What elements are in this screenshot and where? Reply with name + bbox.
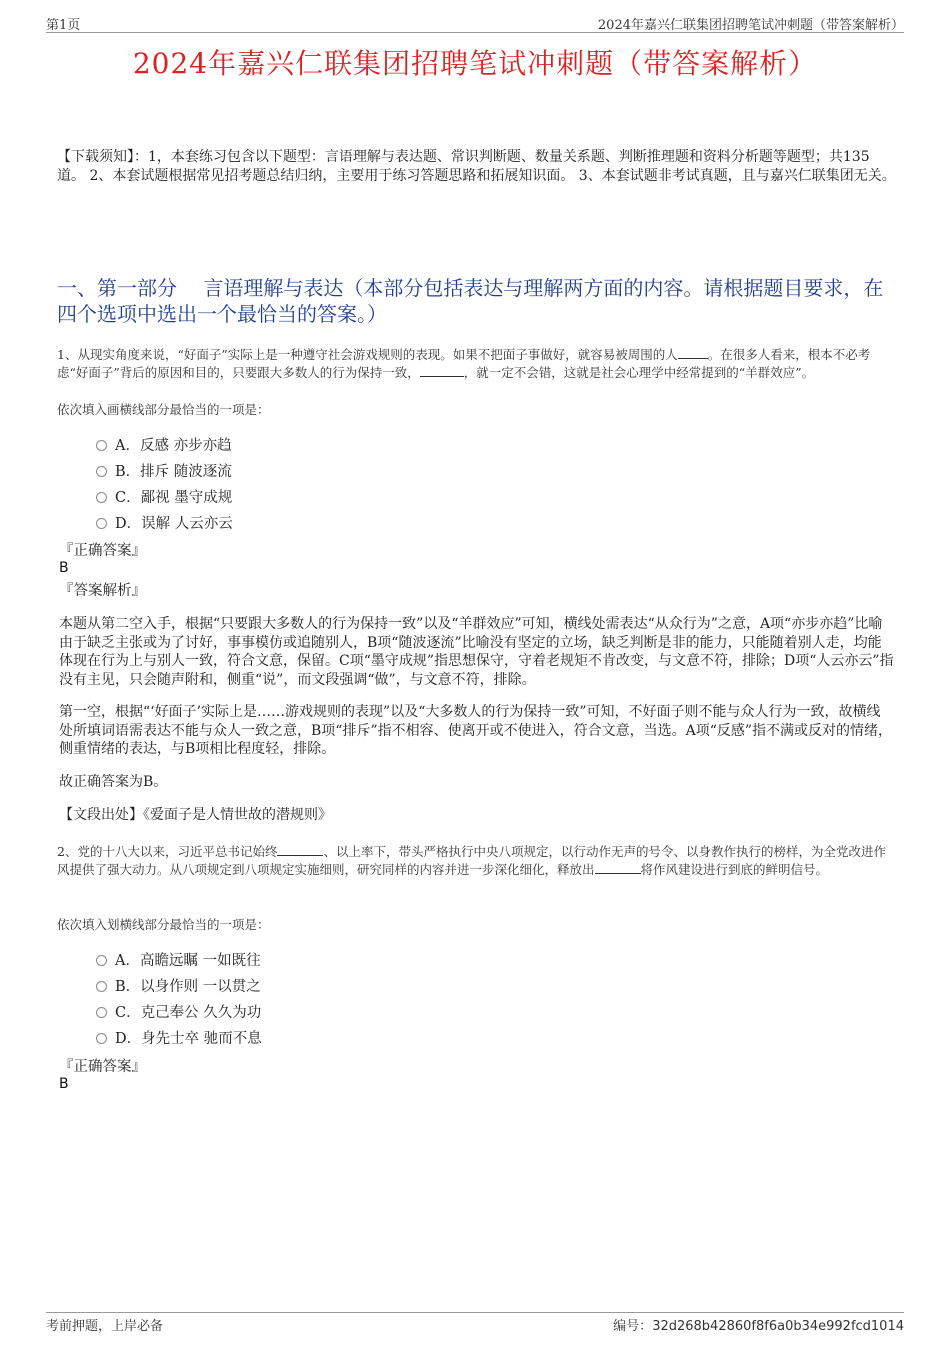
option-b[interactable]: B．以身作则 一以贯之 [96,974,262,1000]
radio-icon[interactable] [96,955,107,966]
answer-label: 『正确答案』 [59,543,146,559]
question-2-text: 2、党的十八大以来，习近平总书记始终 、以上率下，带头严格执行中央八项规定，以行动作无声的号令、以身教作执行的榜样，为全党改进作风提供了强大动力。从八项规定到八项规定实施细则，研究同样的内容并进一步深化细化，释放出 将作风建设进行到底的鲜明信号。 [57,844,886,877]
analysis-label: 『答案解析』 [59,583,146,599]
section-title: 一、第一部分 言语理解与表达（本部分包括表达与理解两方面的内容。请根据题目要求，在四个选项中选出一个最恰当的答案。） [57,276,884,326]
page-header [46,12,904,33]
option-c[interactable]: C．鄙视 墨守成规 [96,485,233,511]
blank-1 [277,843,323,856]
option-d[interactable]: D．身先士卒 驰而不息 [96,1026,262,1052]
question-1-prompt: 依次填入画横线部分最恰当的一项是： [57,402,270,417]
header-doc-title: 2024年嘉兴仁联集团招聘笔试冲刺题（带答案解析） [597,18,904,33]
blank-2 [595,861,641,874]
question-1-text: 1、从现实角度来说，“好面子”实际上是一种遵守社会游戏规则的表现。如果不把面子事做好，就容易被周围的人 。在很多人看来，根本不必考虑“好面子”背后的原因和目的，只要跟大多数人的行为保持一致， ，就一定不会错，这就是社会心理学中经常提到的“羊群效应”。 [57,347,871,380]
analysis-conclusion: 故正确答案为B。 [59,774,168,790]
radio-icon[interactable] [96,518,107,529]
blank-1 [678,346,708,359]
option-a[interactable]: A．反感 亦步亦趋 [96,433,233,459]
question-1-options [96,433,233,537]
analysis-paragraph-1: 本题从第二空入手，根据“只要跟大多数人的行为保持一致”以及“羊群效应”可知，横线处需表达“从众行为”之意，A项“亦步亦趋”比喻由于缺乏主张或为了讨好，事事模仿或追随别人，B项“随波逐流”比喻没有坚定的立场，缺乏判断是非的能力，只能随着别人走，均能体现在行为上与别人一致，符合文意，保留。C项“墨守成规”指思想保守，守着老规矩不肯改变，与文意不符，排除；D项“人云亦云”指没有主见，只会随声附和，侧重“说”，而文段强调“做”，与文意不符，排除。 [59,616,894,688]
doc-title: 2024年嘉兴仁联集团招聘笔试冲刺题（带答案解析） [132,47,818,80]
radio-icon[interactable] [96,492,107,503]
option-a[interactable]: A．高瞻远瞩 一如既往 [96,948,262,974]
correct-answer: B [59,560,69,576]
page-number: 第1页 [46,18,81,33]
question-2-options [96,948,262,1052]
radio-icon[interactable] [96,440,107,451]
download-notice: 【下载须知】：1，本套练习包含以下题型：言语理解与表达题、常识判断题、数量关系题、判断推理题和资料分析题等题型；共135道。 2、本套试题根据常见招考题总结归纳，主要用于练习答题思路和拓展知识面。 3、本套试题非考试真题，且与嘉兴仁联集团无关。 [57,149,896,184]
correct-answer: B [59,1076,69,1092]
page-footer [46,1312,904,1337]
option-d[interactable]: D．误解 人云亦云 [96,511,233,537]
text-source: 【文段出处】《爱面子是人情世故的潜规则》 [59,807,332,823]
radio-icon[interactable] [96,1007,107,1018]
radio-icon[interactable] [96,1033,107,1044]
option-b[interactable]: B．排斥 随波逐流 [96,459,233,485]
blank-2 [420,364,464,377]
question-2-prompt: 依次填入划横线部分最恰当的一项是： [57,917,270,932]
footer-slogan: 考前押题，上岸必备 [46,1319,164,1334]
radio-icon[interactable] [96,466,107,477]
answer-label: 『正确答案』 [59,1059,146,1075]
document-code: 编号：32d268b42860f8f6a0b34e992fcd1014 [613,1319,904,1334]
option-c[interactable]: C．克己奉公 久久为功 [96,1000,262,1026]
radio-icon[interactable] [96,981,107,992]
analysis-paragraph-2: 第一空，根据“‘好面子’实际上是……游戏规则的表现”以及“大多数人的行为保持一致”可知，不好面子则不能与众人行为一致，故横线处所填词语需表达不能与众人一致之意，B项“排斥”指不相容、使离开或不使进入，符合文意，当选。A项“反感”指不满或反对的情绪，侧重情绪的表达，与B项相比程度轻，排除。 [59,704,893,757]
